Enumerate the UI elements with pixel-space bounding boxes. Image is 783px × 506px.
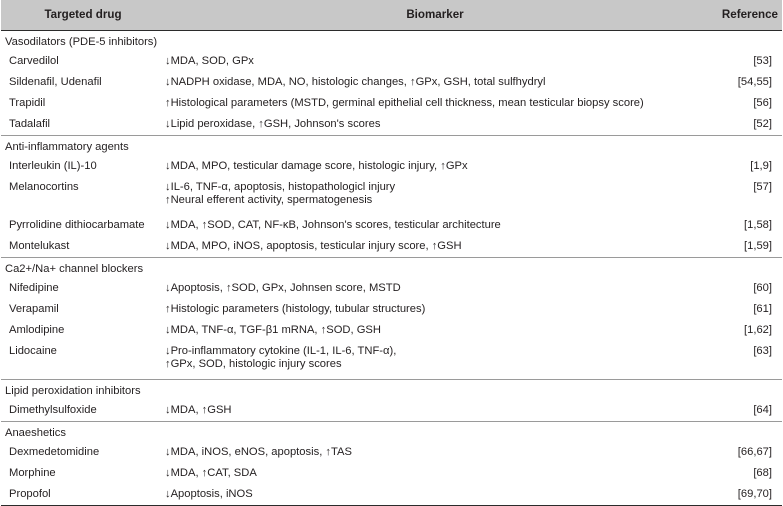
drug-name: Carvedilol — [9, 54, 59, 67]
biomarker-text: ↓MDA, MPO, iNOS, apoptosis, testicular injury score, ↑GSH — [165, 239, 462, 252]
biomarker-text: ↓MDA, ↑SOD, CAT, NF-κB, Johnson's scores, testicular architecture — [165, 218, 501, 231]
biomarker-cell — [165, 156, 705, 177]
biomarker-cell — [165, 341, 705, 380]
table-row — [1, 341, 782, 380]
header-reference: Reference — [705, 0, 782, 30]
table-row — [1, 442, 782, 463]
biomarker-cell — [165, 442, 705, 463]
biomarker-text: ↓Apoptosis, ↑SOD, GPx, Johnsen score, MSTD — [165, 281, 401, 294]
drug-name: Tadalafil — [9, 117, 51, 130]
biomarker-cell — [165, 484, 705, 506]
biomarker-text: ↓MDA, ↑CAT, SDA — [165, 466, 257, 479]
table-row — [1, 299, 782, 320]
reference-cell: [69,70] — [705, 484, 782, 506]
drug-name: Propofol — [1, 484, 165, 506]
biomarker-cell — [165, 215, 705, 236]
biomarker-text: ↓Apoptosis, iNOS — [165, 487, 253, 500]
biomarker-text: ↓Lipid peroxidase, ↑GSH, Johnson's scores — [165, 117, 381, 130]
reference-cell: [63] — [753, 344, 772, 357]
biomarker-text: ↑GPx, SOD, histologic injury scores — [165, 357, 342, 370]
reference-cell: [1,59] — [744, 239, 772, 252]
reference-cell: [68] — [753, 466, 772, 479]
drug-name: Lidocaine — [9, 344, 57, 357]
biomarker-text: ↑Neural efferent activity, spermatogenesis — [165, 193, 373, 206]
table-row — [1, 278, 782, 299]
biomarker-cell — [165, 72, 705, 93]
category-row — [1, 135, 782, 156]
drug-name: Trapidil — [9, 96, 46, 109]
drug-name: Interleukin (IL)-10 — [9, 159, 97, 172]
table-row — [1, 400, 782, 422]
biomarker-text: ↑Histological parameters (MSTD, germinal epithelial cell thickness, mean testicular biopsy score) — [165, 96, 644, 109]
biomarker-cell — [165, 114, 705, 136]
reference-cell: [66,67] — [737, 445, 772, 458]
table-row — [1, 463, 782, 484]
category-label: Ca2+/Na+ channel blockers — [1, 257, 782, 278]
table-row — [1, 215, 782, 236]
category-row — [1, 421, 782, 442]
biomarker-cell — [165, 177, 705, 215]
table-row — [1, 484, 782, 506]
reference-cell: [54,55] — [737, 75, 772, 88]
biomarker-cell — [165, 400, 705, 422]
biomarker-cell — [165, 93, 705, 114]
table-row — [1, 156, 782, 177]
header-targeted-drug: Targeted drug — [1, 0, 165, 30]
biomarker-cell — [165, 51, 705, 72]
drug-name: Pyrrolidine dithiocarbamate — [9, 218, 145, 231]
header-biomarker: Biomarker — [165, 0, 705, 30]
table-row — [1, 320, 782, 341]
reference-cell: [57] — [753, 180, 772, 193]
biomarker-cell — [165, 299, 705, 320]
table-row — [1, 51, 782, 72]
biomarker-cell — [165, 236, 705, 258]
biomarker-text: ↑Histologic parameters (histology, tubular structures) — [165, 302, 426, 315]
category-label: Anti-inflammatory agents — [1, 135, 782, 156]
drug-name: Sildenafil, Udenafil — [9, 75, 102, 88]
reference-cell: [56] — [753, 96, 772, 109]
table-row — [1, 93, 782, 114]
drug-name: Amlodipine — [9, 323, 65, 336]
reference-cell: [1,58] — [744, 218, 772, 231]
reference-cell: [61] — [753, 302, 772, 315]
drug-name: Verapamil — [9, 302, 59, 315]
drug-name: Nifedipine — [9, 281, 59, 294]
drug-name: Morphine — [9, 466, 56, 479]
reference-cell: [60] — [753, 281, 772, 294]
category-row — [1, 379, 782, 400]
biomarker-text: ↓MDA, iNOS, eNOS, apoptosis, ↑TAS — [165, 445, 352, 458]
table-row — [1, 236, 782, 258]
reference-cell: [64] — [753, 403, 772, 416]
biomarker-text: ↓NADPH oxidase, MDA, NO, histologic changes, ↑GPx, GSH, total sulfhydryl — [165, 75, 546, 88]
reference-cell: [1,62] — [744, 323, 772, 336]
category-label: Lipid peroxidation inhibitors — [1, 379, 782, 400]
table-body — [1, 30, 782, 505]
reference-cell: [1,9] — [750, 159, 772, 172]
biomarker-text: ↓MDA, MPO, testicular damage score, histologic injury, ↑GPx — [165, 159, 468, 172]
biomarker-cell — [165, 463, 705, 484]
drug-name: Dexmedetomidine — [9, 445, 100, 458]
biomarker-cell — [165, 320, 705, 341]
biomarker-text: ↓MDA, TNF-α, TGF-β1 mRNA, ↑SOD, GSH — [165, 323, 381, 336]
biomarker-text: ↓MDA, ↑GSH — [165, 403, 232, 416]
reference-cell: [53] — [753, 54, 772, 67]
drug-name: Montelukast — [9, 239, 70, 252]
reference-cell: [52] — [753, 117, 772, 130]
category-row — [1, 257, 782, 278]
biomarker-text: ↓Pro-inflammatory cytokine (IL-1, IL-6, TNF-α), — [165, 344, 397, 357]
drug-biomarker-table — [1, 0, 782, 506]
biomarker-text: ↓MDA, SOD, GPx — [165, 54, 254, 67]
biomarker-text: ↓IL-6, TNF-α, apoptosis, histopathologicl injury — [165, 180, 396, 193]
table-header-row — [1, 0, 782, 30]
table-row — [1, 114, 782, 136]
category-label: Anaeshetics — [1, 421, 782, 442]
category-row — [1, 30, 782, 51]
drug-name: Melanocortins — [9, 180, 79, 193]
table-row — [1, 177, 782, 215]
drug-name: Dimethylsulfoxide — [9, 403, 97, 416]
biomarker-cell — [165, 278, 705, 299]
category-label: Vasodilators (PDE-5 inhibitors) — [5, 35, 158, 48]
table-row — [1, 72, 782, 93]
